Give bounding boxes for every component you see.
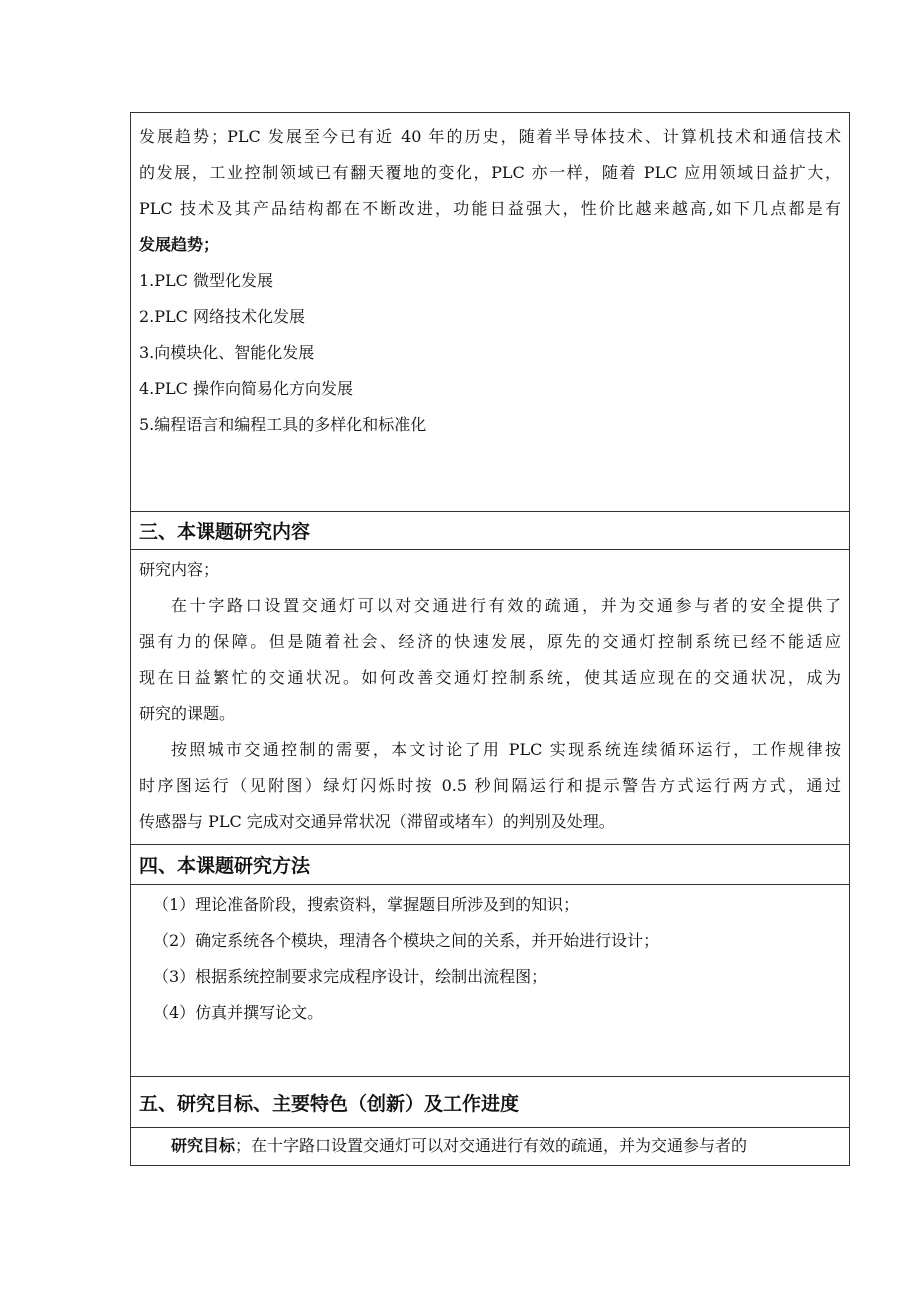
method-item: （1）理论准备阶段，搜索资料，掌握题目所涉及到的知识；	[153, 895, 580, 914]
research-content-cell	[131, 550, 849, 845]
paragraph-line: 研究的课题。	[139, 704, 236, 723]
section-heading-goals	[131, 1077, 849, 1128]
section-heading-research-content	[131, 512, 849, 550]
research-method-cell	[131, 885, 849, 1077]
method-item: （2）确定系统各个模块，理清各个模块之间的关系，并开始进行设计；	[153, 931, 660, 950]
goals-cell	[131, 1128, 849, 1165]
paragraph-line: 强有力的保障。但是随着社会、经济的快速发展，原先的交通灯控制系统已经不能适应	[139, 632, 841, 651]
paragraph-line: 按照城市交通控制的需要，本文讨论了用 PLC 实现系统连续循环运行，工作规律按	[171, 740, 841, 759]
paragraph-line: 时序图运行（见附图）绿灯闪烁时按 0.5 秒间隔运行和提示警告方式运行两方式，通过	[139, 776, 841, 795]
goal-text: ；在十字路口设置交通灯可以对交通进行有效的疏通，并为交通参与者的	[235, 1136, 748, 1155]
trend-item: 4.PLC 操作向简易化方向发展	[139, 379, 353, 398]
method-item: （4）仿真并撰写论文。	[153, 1003, 324, 1022]
goal-line	[139, 1128, 841, 1164]
paragraph-line: 在十字路口设置交通灯可以对交通进行有效的疏通，并为交通参与者的安全提供了	[171, 596, 841, 615]
trend-item: 5.编程语言和编程工具的多样化和标准化	[139, 415, 427, 434]
trend-item: 1.PLC 微型化发展	[139, 271, 273, 290]
section-heading-text: 三、本课题研究内容	[139, 521, 311, 543]
section-heading-text: 五、研究目标、主要特色（创新）及工作进度	[139, 1092, 520, 1115]
goal-label: 研究目标	[171, 1136, 236, 1155]
research-content-label: 研究内容；	[139, 560, 220, 579]
trend-item: 3.向模块化、智能化发展	[139, 343, 315, 362]
section-heading-research-method	[131, 845, 849, 885]
section-heading-text: 四、本课题研究方法	[139, 855, 311, 877]
trend-text-line: PLC 技术及其产品结构都在不断改进，功能日益强大，性价比越来越高,如下几点都是有	[139, 199, 841, 218]
paragraph-line: 现在日益繁忙的交通状况。如何改善交通灯控制系统，使其适应现在的交通状况，成为	[139, 668, 841, 687]
trend-title: 发展趋势；	[139, 235, 220, 254]
trend-text-line: 发展趋势；PLC 发展至今已有近 40 年的历史，随着半导体技术、计算机技术和通信技术	[139, 127, 841, 146]
proposal-table	[130, 112, 850, 1166]
method-item: （3）根据系统控制要求完成程序设计，绘制出流程图；	[153, 967, 548, 986]
paragraph-line: 传感器与 PLC 完成对交通异常状况（滞留或堵车）的判别及处理。	[139, 812, 615, 831]
trend-cell	[131, 113, 849, 512]
trend-item: 2.PLC 网络技术化发展	[139, 307, 305, 326]
trend-text-line: 的发展，工业控制领域已有翻天覆地的变化，PLC 亦一样，随着 PLC 应用领域日益扩大，	[139, 163, 841, 182]
